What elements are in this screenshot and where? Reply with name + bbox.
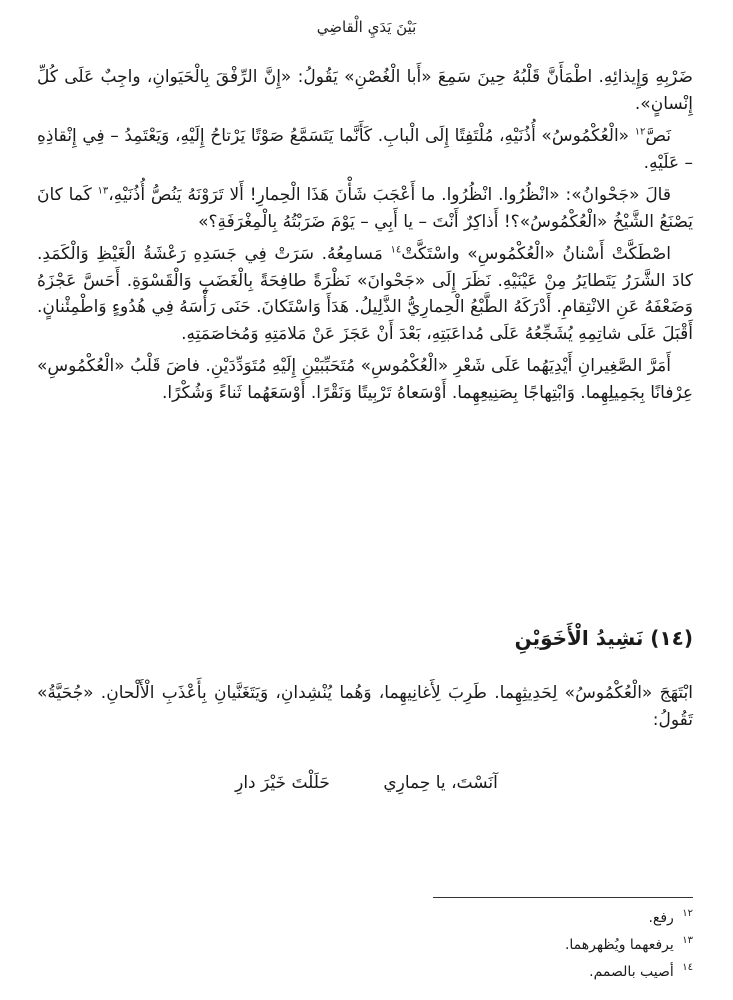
section-paragraph: ابْتَهَجَ «الْعُكْمُوسُ» لِحَدِيثِهِما. طَرِبَ لِأَغانِيهِما، وَهُما يُنْشِدانِ، وَيَتَغَنَّيانِ بِأَعْذَبِ الْأَلْحانِ. «جُحَيَّةُ» تَقُولُ:	[37, 683, 693, 730]
paragraph: نَصَّ$^{١٢}$ «الْعُكْمُوسُ» أُذُنَيْهِ، مُلْتَفِتًا إِلَى الْبابِ. كَأَنَّما يَتَسَمَّعُ صَوْتًا يَرْتاحُ إِلَيْهِ، وَيَعْتَمِدُ – فِي إِنْقاذِهِ – عَلَيْهِ.	[37, 126, 693, 173]
footnote-reference: ١٣	[97, 185, 109, 197]
paragraph: اصْطَكَّتْ أَسْنانُ «الْعُكْمُوسِ» واسْتَكَّتْ$^{١٤}$ مَسامِعُهُ. سَرَتْ فِي جَسَدِهِ رَعْشَةُ الْغَيْظِ وَالْكَمَدِ. كادَ الشَّرَرُ يَتَطايَرُ مِنْ عَيْنَيْهِ. نَظَرَ إِلَى «جَحْوانَ» نَظْرَةً طافِحَةً بِالْغَضَبِ وَالْقَسْوَةِ. أَحَسَّ عَجْزَهُ وَضَعْفَهُ عَنِ الانْتِقامِ. أَدْرَكَهُ الطَّبْعُ الْحِمارِيُّ الذَّلِيلُ. هَدَأَ وَاسْتَكانَ. حَنَى رَأْسَهُ فِي هُدُوءٍ وَاطْمِئْنانٍ. أَقْبَلَ عَلَى شاتِمِهِ يُشَجِّعُهُ عَلَى مُداعَبَتِهِ، بَعْدَ أَنْ عَجَزَ عَنْ مَلامَتِهِ وَمُخاصَمَتِهِ.	[37, 244, 693, 344]
footnote-reference: ١٤	[390, 244, 402, 256]
footnote-number: ١٤	[682, 962, 693, 974]
footnote-number: ١٢	[682, 908, 693, 920]
footnote-text: يرفعهما ويُظهرهما.	[564, 937, 674, 953]
verse-second-hemistich: حَلَلْتَ خَيْرَ دارِ	[235, 773, 330, 793]
footnote-number: ١٣	[682, 935, 693, 947]
paragraph: أَمَرَّ الصَّغِيرانِ أَيْدِيَهُما عَلَى شَعْرِ «الْعُكْمُوسِ» مُتَحَبِّبَيْنِ إِلَيْهِ مُتَوَدِّدَيْنِ. فاضَ قَلْبُ «الْعُكْمُوسِ» عِرْفانًا بِجَمِيلِهِما. وَابْتِهاجًا بِصَنِيعِهِما. أَوْسَعاهُ تَرْبِيتًا وَنَقْرًا. أَوْسَعَهُما ثَناءً وَشُكْرًا.	[37, 356, 693, 403]
footnotes	[37, 905, 693, 986]
verse-first-hemistich: آنَسْتَ، يا حِمارِي	[383, 773, 498, 793]
running-head: بَيْنَ يَدَيِ الْقاضِي	[316, 18, 417, 36]
body-text	[37, 64, 693, 412]
footnote-text: رفع.	[648, 910, 674, 926]
paragraph: ضَرْبِهِ وَإِيذائِهِ. اطْمَأَنَّ قَلْبُهُ حِينَ سَمِعَ «أَبا الْغُصْنِ» يَقُولُ: «إِنَّ الرِّفْقَ بِالْحَيَوانِ، واجِبٌ عَلَى كُلِّ إِنْسانٍ».	[37, 67, 693, 114]
footnote	[37, 905, 693, 932]
paragraph: قالَ «جَحْوانُ»: «انْظُرُوا. انْظُرُوا. ما أَعْجَبَ شَأْنَ هَذَا الْحِمارِ! أَلا تَرَوْنَهُ يَنُصُّ أُذُنَيْهِ،$^{١٣}$ كَما كانَ يَصْنَعُ الشَّيْخُ «الْعُكْمُوسُ»؟! أَذاكِرٌ أَنْتَ – يا أَبِي – يَوْمَ ضَرَبْتُهُ بِالْمِغْرَفَةِ؟»	[37, 185, 693, 232]
footnote-divider	[433, 897, 693, 898]
footnote	[37, 932, 693, 959]
footnote-text: أصيب بالصمم.	[589, 964, 674, 980]
poem-verse	[0, 773, 733, 793]
section-heading: (١٤) نَشِيدُ الْأَخَوَيْنِ	[514, 626, 693, 650]
footnote	[37, 959, 693, 986]
footnote-reference: ١٢	[634, 126, 646, 138]
